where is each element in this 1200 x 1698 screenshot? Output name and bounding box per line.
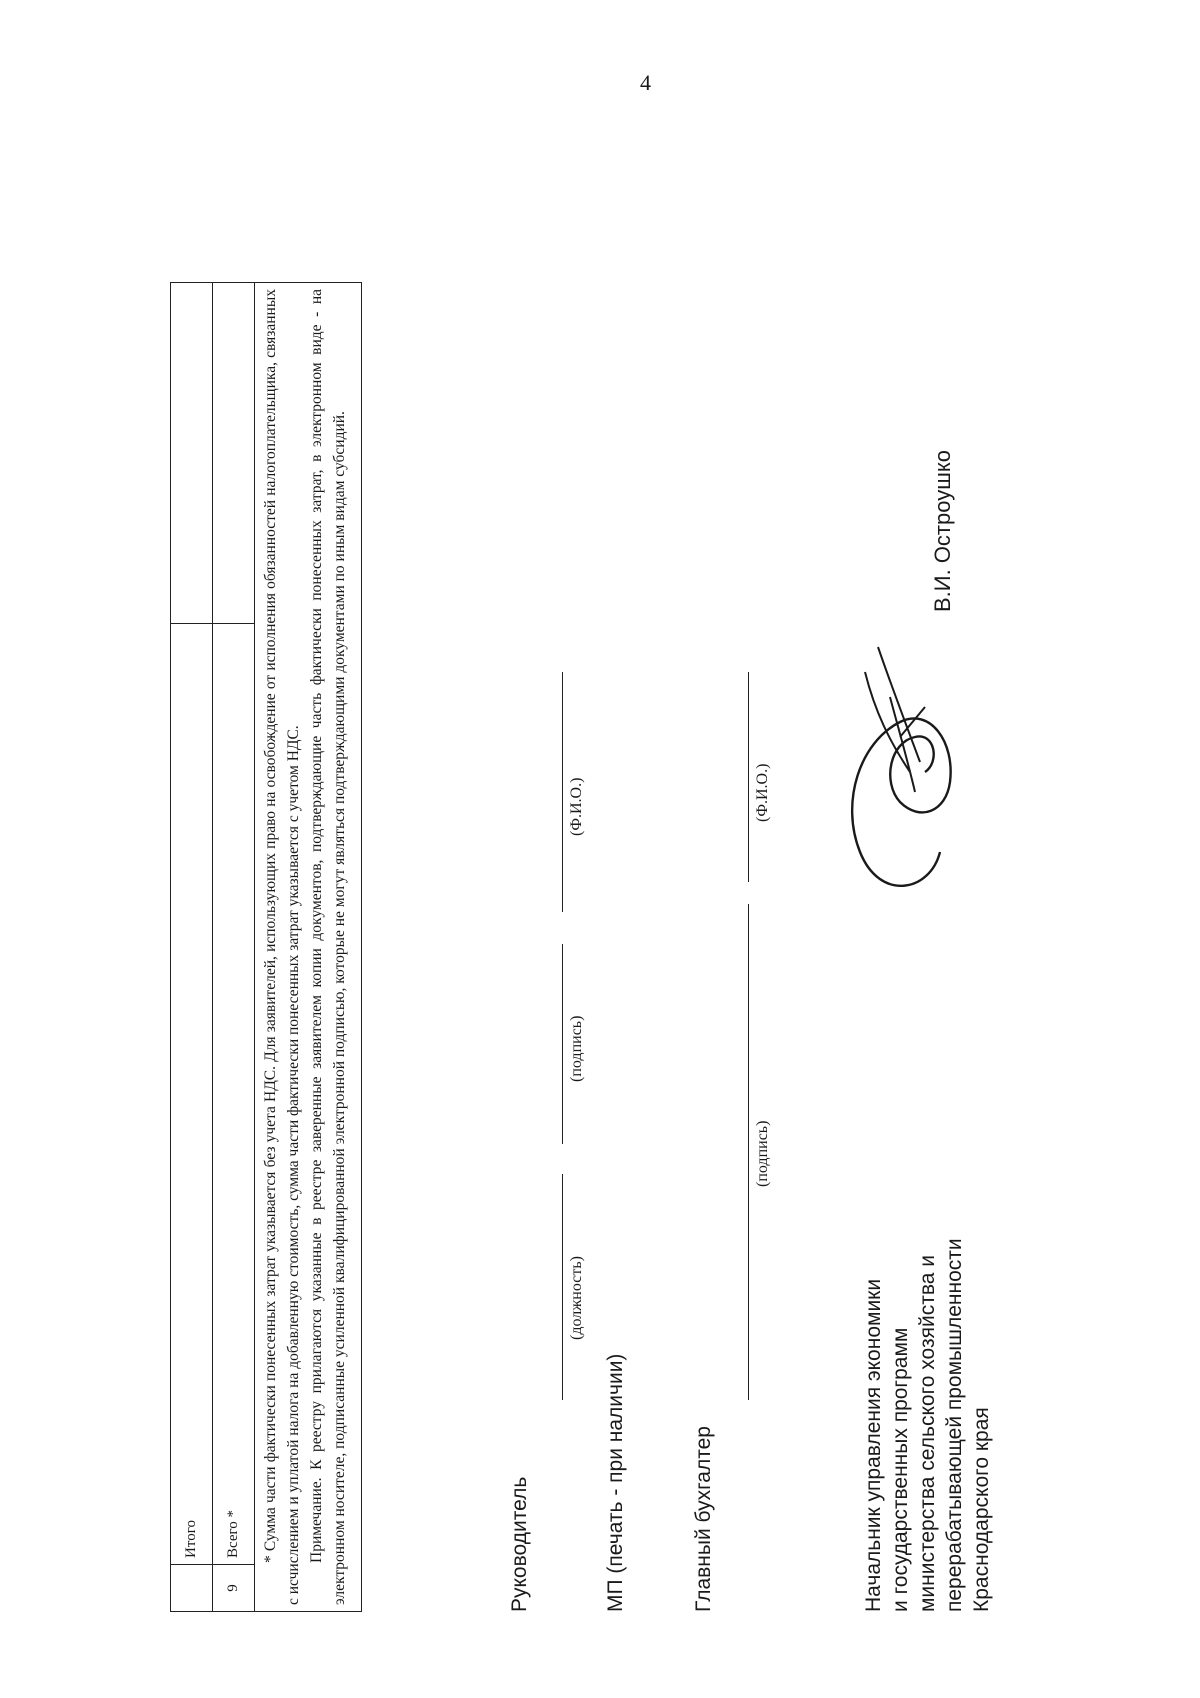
official-title-line: Начальник управления экономики	[862, 1278, 885, 1612]
row-label: Итого	[171, 624, 213, 1565]
rotated-page-content	[170, 289, 1060, 1612]
full-name-caption: (Ф.И.О.)	[568, 777, 585, 836]
summary-table	[170, 282, 362, 1612]
head-label: Руководитель	[508, 1476, 531, 1612]
handwritten-signature	[820, 632, 980, 912]
signature-caption: (подпись)	[568, 1015, 585, 1082]
official-title-line: и государственных программ	[889, 1327, 912, 1612]
page-number: 4	[640, 70, 651, 95]
official-title	[860, 1238, 995, 1612]
signature-line	[562, 944, 563, 1144]
table-note-row	[255, 283, 362, 1612]
official-title-line: Краснодарского края	[970, 1407, 993, 1612]
position-line	[562, 1174, 563, 1400]
table-note	[255, 283, 362, 1612]
accountant-label: Главный бухгалтер	[692, 1426, 715, 1612]
accountant-signature-caption: (подпись)	[754, 1120, 771, 1187]
row-value	[171, 283, 213, 624]
accountant-signature-line	[748, 904, 749, 1400]
table-row	[171, 283, 213, 1612]
row-value	[213, 283, 255, 624]
full-name-line	[562, 672, 563, 912]
accountant-name-line	[748, 672, 749, 882]
vat-footnote: * Сумма части фактически понесенных затрат указывается без учета НДС. Для заявителей, использующих право на освобождение от исполнения обязанностей налогоплательщика, связанных с исчислением и уплатой налога на добавленную стоимость, сумма части фактически понесенных затрат указывается с учетом НДС.	[262, 289, 302, 1605]
stamp-label: МП (печать - при наличии)	[604, 1353, 627, 1612]
row-label: Всего *	[213, 624, 255, 1565]
accountant-name-caption: (Ф.И.О.)	[754, 763, 771, 822]
row-number	[171, 1565, 213, 1612]
table-row	[213, 283, 255, 1612]
row-number: 9	[213, 1565, 255, 1612]
official-title-line: министерства сельского хозяйства и	[916, 1255, 939, 1612]
official-title-line: перерабатывающей промышленности	[943, 1238, 966, 1612]
position-caption: (должность)	[568, 1256, 585, 1340]
official-name: В.И. Остроушко	[930, 450, 955, 612]
attachment-note: Примечание. К реестру прилагаются указанные в реестре заверенные заявителем копии документов, подтверждающие часть фактически понесенных затрат, в электронном виде - на электронном носителе, подписанные усиленной квалифицированной электронной подписью, которые не могут являться подтверждающими документами по иным видам субсидий.	[308, 289, 348, 1605]
